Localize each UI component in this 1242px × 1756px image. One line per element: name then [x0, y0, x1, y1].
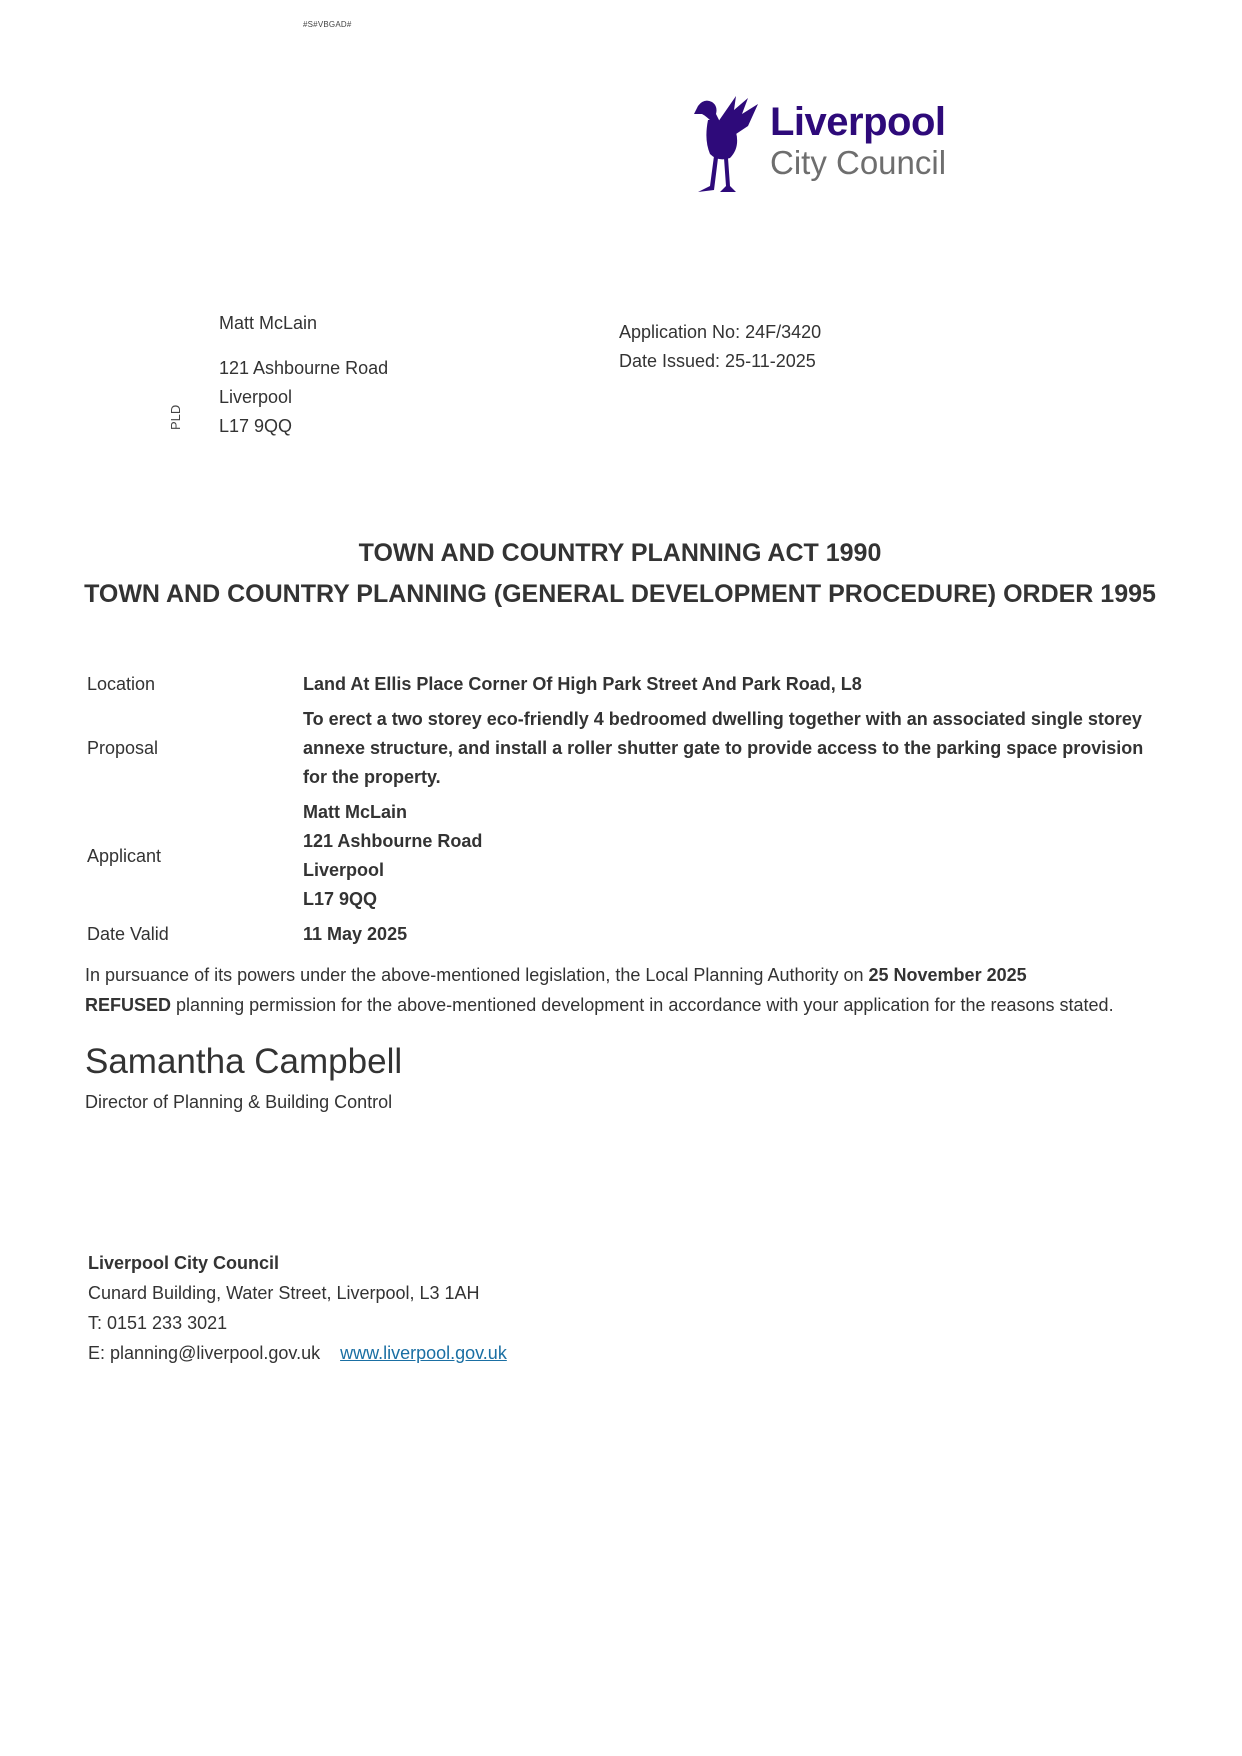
- detail-label: Proposal: [87, 738, 159, 758]
- signature-name: Samantha Campbell: [85, 1042, 403, 1081]
- applicant-line: Liverpool: [303, 860, 385, 880]
- detail-row-proposal: [87, 705, 1167, 792]
- footer-organisation: Liverpool City Council: [88, 1253, 280, 1273]
- recipient-address-line: L17 9QQ: [219, 416, 293, 436]
- signatory-title: Director of Planning & Building Control: [85, 1092, 393, 1112]
- application-number: Application No: 24F/3420: [619, 322, 822, 342]
- applicant-line: 121 Ashbourne Road: [303, 831, 483, 851]
- detail-label: Applicant: [87, 845, 162, 866]
- act-headings: [70, 533, 1170, 615]
- applicant-line: L17 9QQ: [303, 889, 378, 909]
- side-code: PLD: [168, 404, 183, 430]
- footer-email: E: planning@liverpool.gov.uk: [88, 1343, 321, 1363]
- logo-name: Liverpool: [770, 100, 946, 144]
- heading-order: TOWN AND COUNTRY PLANNING (GENERAL DEVELOPMENT PROCEDURE) ORDER 1995: [84, 580, 1156, 608]
- decision-rest: planning permission for the above-mentioned development in accordance with your application for the reasons stated.: [171, 995, 1114, 1015]
- application-details: [87, 670, 1167, 955]
- decision-outcome: REFUSED: [85, 995, 172, 1015]
- detail-value: 11 May 2025: [303, 924, 408, 944]
- footer-address: Cunard Building, Water Street, Liverpool, L3 1AH: [88, 1283, 480, 1303]
- detail-label: Date Valid: [87, 924, 169, 944]
- decision-intro: In pursuance of its powers under the above-mentioned legislation, the Local Planning Authority on: [85, 965, 869, 985]
- detail-value: Land At Ellis Place Corner Of High Park Street And Park Road, L8: [303, 674, 862, 694]
- decision-date: 25 November 2025: [868, 965, 1027, 985]
- detail-label: Location: [87, 674, 156, 694]
- detail-row-location: [87, 670, 1167, 699]
- heading-act: TOWN AND COUNTRY PLANNING ACT 1990: [358, 539, 882, 567]
- council-logo: [690, 92, 958, 196]
- detail-row-date-valid: [87, 920, 1167, 949]
- date-issued: Date Issued: 25-11-2025: [619, 351, 816, 371]
- footer-contact: [88, 1248, 507, 1368]
- recipient-address-line: Liverpool: [219, 387, 293, 407]
- applicant-line: Matt McLain: [303, 802, 408, 822]
- recipient-address-line: 121 Ashbourne Road: [219, 358, 389, 378]
- footer-email-row: [88, 1338, 507, 1368]
- footer-phone: T: 0151 233 3021: [88, 1313, 228, 1333]
- recipient-name: Matt McLain: [219, 313, 318, 333]
- reference-code: #S#VBGAD#: [303, 20, 352, 29]
- website-link[interactable]: www.liverpool.gov.uk: [340, 1343, 507, 1363]
- detail-value: [303, 798, 482, 914]
- detail-row-applicant: [87, 798, 1167, 914]
- application-info: [619, 318, 821, 376]
- logo-subtitle: City Council: [770, 144, 947, 181]
- liver-bird-icon: [690, 92, 768, 196]
- decision-statement: [85, 960, 1175, 1020]
- detail-value: To erect a two storey eco-friendly 4 bedroomed dwelling together with an associated single storey annexe structure, and install a roller shutter gate to provide access to the parking space provision for the property.: [303, 709, 1144, 787]
- recipient-address: [219, 309, 388, 441]
